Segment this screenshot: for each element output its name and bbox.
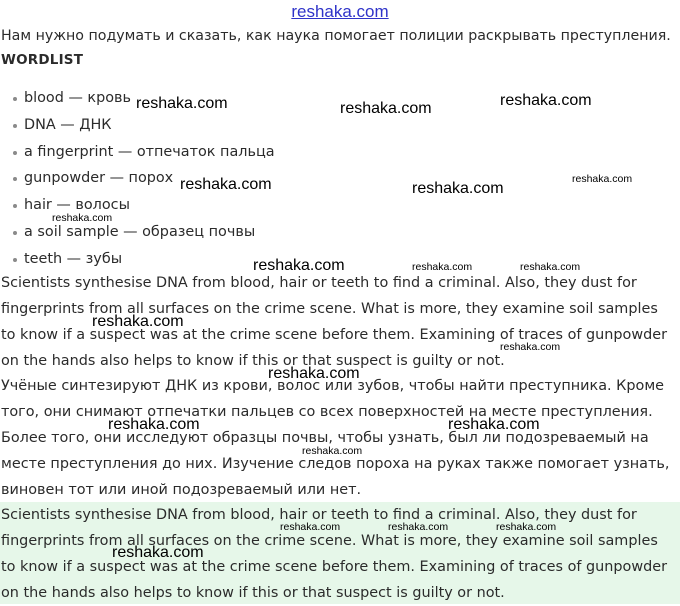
paragraph-english-highlighted bbox=[1, 502, 679, 606]
intro-text: Нам нужно подумать и сказать, как наука помогает полиции раскрывать преступления. bbox=[1, 28, 671, 44]
watermark: reshaka.com bbox=[136, 95, 228, 112]
watermark: reshaka.com bbox=[448, 416, 540, 433]
list-item bbox=[0, 142, 275, 169]
paragraph-line: виновен тот или иной подозреваемый или нет. bbox=[1, 482, 362, 498]
watermark: reshaka.com bbox=[280, 521, 341, 533]
bullet-icon bbox=[13, 177, 17, 181]
wordlist-item-text: teeth — зубы bbox=[24, 250, 123, 267]
bullet-icon bbox=[13, 231, 17, 235]
watermark: reshaka.com bbox=[112, 544, 204, 561]
bullet-icon bbox=[13, 258, 17, 262]
watermark: reshaka.com bbox=[500, 341, 561, 353]
list-item bbox=[0, 115, 275, 142]
watermark: reshaka.com bbox=[52, 212, 113, 224]
paragraph-line: Более того, они исследуют образцы почвы, чтобы узнать, был ли подозреваемый на bbox=[1, 430, 649, 446]
wordlist-item-text: blood — кровь bbox=[24, 90, 132, 106]
paragraph-russian bbox=[1, 373, 679, 503]
watermark: reshaka.com bbox=[180, 176, 272, 193]
watermark: reshaka.com bbox=[268, 365, 360, 382]
wordlist-title: WORDLIST bbox=[1, 52, 84, 68]
paragraph-line: to know if a suspect was at the crime scene before them. Examining of traces of gunpowder bbox=[1, 327, 668, 343]
paragraph-line: Scientists synthesise DNA from blood, hair or teeth to find a criminal. Also, they dust for bbox=[1, 507, 637, 523]
watermark: reshaka.com bbox=[412, 261, 473, 273]
paragraph-line: to know if a suspect was at the crime scene before them. Examining of traces of gunpowder bbox=[1, 559, 668, 575]
watermark: reshaka.com bbox=[520, 261, 581, 273]
paragraph-line: on the hands also helps to know if this or that suspect is guilty or not. bbox=[1, 585, 505, 601]
paragraph-line: того, они снимают отпечатки пальцев со всех поверхностей на месте преступления. bbox=[1, 404, 653, 420]
wordlist-item-text: DNA — ДНК bbox=[24, 116, 112, 133]
bullet-icon bbox=[13, 124, 17, 128]
watermark: reshaka.com bbox=[412, 180, 504, 197]
wordlist-item-text: a fingerprint — отпечаток пальца bbox=[24, 143, 275, 160]
site-header-link[interactable]: reshaka.com bbox=[291, 2, 389, 21]
watermark: reshaka.com bbox=[108, 416, 200, 433]
watermark: reshaka.com bbox=[496, 521, 557, 533]
bullet-icon bbox=[13, 204, 17, 208]
watermark: reshaka.com bbox=[388, 521, 449, 533]
watermark: reshaka.com bbox=[572, 173, 633, 185]
paragraph-line: Учёные синтезируют ДНК из крови, волос или зубов, чтобы найти преступника. Кроме bbox=[1, 378, 665, 394]
bullet-icon bbox=[13, 97, 17, 101]
wordlist-item-text: a soil sample — образец почвы bbox=[24, 223, 256, 240]
watermark: reshaka.com bbox=[500, 92, 592, 109]
watermark: reshaka.com bbox=[302, 445, 363, 457]
paragraph-line: Scientists synthesise DNA from blood, hair or teeth to find a criminal. Also, they dust for bbox=[1, 275, 637, 291]
wordlist-item-text: gunpowder — порох bbox=[24, 170, 174, 187]
watermark: reshaka.com bbox=[340, 100, 432, 117]
watermark: reshaka.com bbox=[253, 257, 345, 274]
paragraph-line: месте преступления до них. Изучение следов пороха на руках также помогает узнать, bbox=[1, 456, 670, 472]
list-item bbox=[0, 222, 275, 249]
paragraph-line: on the hands also helps to know if this or that suspect is guilty or not. bbox=[1, 353, 505, 369]
watermark: reshaka.com bbox=[92, 313, 184, 330]
paragraph-line: fingerprints from all surfaces on the crime scene. What is more, they examine soil samples bbox=[1, 533, 658, 549]
bullet-icon bbox=[13, 151, 17, 155]
paragraph-line: fingerprints from all surfaces on the crime scene. What is more, they examine soil samples bbox=[1, 301, 658, 317]
wordlist-item-text: hair — волосы bbox=[24, 197, 130, 214]
list-item bbox=[0, 195, 275, 222]
